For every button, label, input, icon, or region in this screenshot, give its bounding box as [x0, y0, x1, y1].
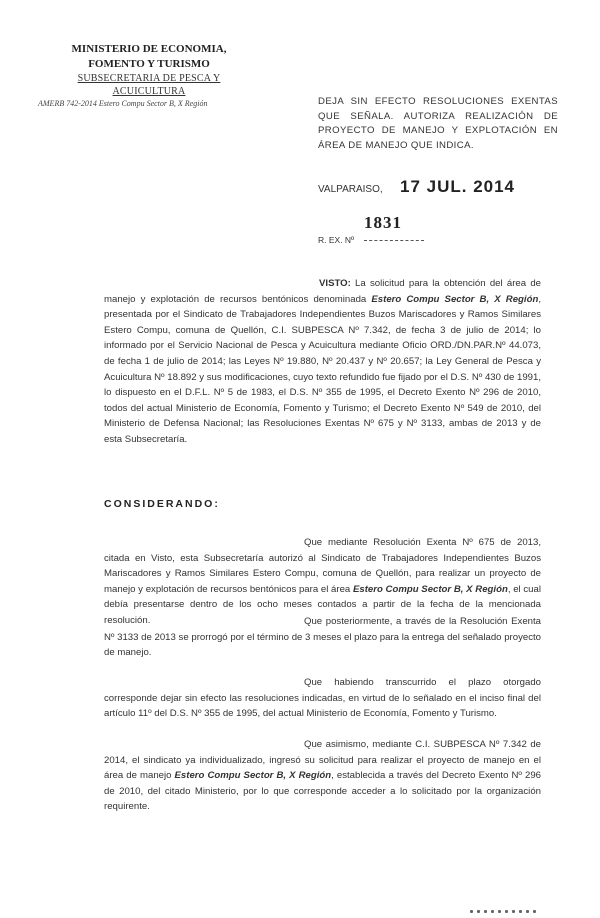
file-reference: AMERB 742-2014 Estero Compu Sector B, X Región: [38, 99, 208, 108]
considerando-paragraph-3: Que habiendo transcurrido el plazo otorgado corresponde dejar sin efecto las resoluciones indicadas, en virtud de lo señalado en el inciso final del artículo 11º del D.S. Nº 355 de 1995, del actual Ministerio de Economía, Fomento y Turismo.: [104, 677, 541, 720]
resolution-number-label: R. EX. Nº: [318, 235, 355, 245]
visto-paragraph: [104, 276, 541, 448]
undersecretariat-name: SUBSECRETARIA DE PESCA Y ACUICULTURA: [77, 73, 221, 97]
resolution-subject: DEJA SIN EFECTO RESOLUCIONES EXENTAS QUE SEÑALA. AUTORIZA REALIZACIÓN DE PROYECTO DE MANEJO Y EXPLOTACIÓN EN ÁREA DE MANEJO QUE INDICA.: [318, 96, 558, 151]
considerando-1-text-2: , el cual debía presentarse dentro de los ocho meses contados a partir de la fecha de la mencionada resolución.: [104, 583, 541, 626]
visto-label: VISTO:: [319, 278, 351, 289]
date-stamp: 17 JUL. 2014: [400, 177, 516, 196]
resolution-number: 1831: [364, 213, 402, 232]
place-label: VALPARAISO,: [318, 184, 383, 195]
resolution-number-underline: [364, 240, 424, 241]
considerando-4-text-1: Que asimismo, mediante C.I. SUBPESCA Nº 7.342 de 2014, el sindicato ya individualizado, ingresó su solicitud para realizar el proyecto de manejo en el área de manejo: [104, 739, 541, 782]
footer-marks: [470, 900, 570, 908]
ministry-name-line2: FOMENTO Y TURISMO: [88, 58, 210, 70]
visto-text-1: La solicitud para la obtención del área de manejo y explotación de recursos bentónicos denominada: [104, 278, 541, 305]
considerando-paragraph-2: Que posteriormente, a través de la Resolución Exenta Nº 3133 de 2013 se prorrogó por el término de 3 meses el plazo para la entrega del señalado proyecto de manejo.: [104, 616, 541, 659]
considerando-1-area-name: Estero Compu Sector B, X Región: [352, 583, 508, 595]
letterhead: [38, 42, 254, 110]
visto-text-2: , presentada por el Sindicato de Trabajadores Independientes Buzos Mariscadores y Ramos Similares Estero Compu, comuna de Quellón, C.I. SUBPESCA Nº 7.342, de fecha 3 de julio de 2014; lo informado por el Servicio Nacional de Pesca y Acuicultura mediante Oficio ORD./DN.PAR.Nº 44.073, de fecha 1 de julio de 2014; las Leyes Nº 19.880, Nº 20.437 y Nº 20.657; la Ley General de Pesca y Acuicultura Nº 18.892 y sus modificaciones, cuyo texto refundido fue fijado por el D.S. Nº 430 de 1991, lo dispuesto en el D.F.L. Nº 5 de 1983, el D.S. Nº 355 de 1995, el Decreto Exento Nº 296 de 2010, todos del actual Ministerio de Economía, Fomento y Turismo; el Decreto Exento Nº 549 de 2010, del Ministerio de Defensa Nacional; las Resoluciones Exentas Nº 675 y Nº 3133, ambas de 2013 y de esta Subsecretaría.: [104, 293, 541, 445]
visto-area-name: Estero Compu Sector B, X Región: [371, 293, 539, 305]
considerando-4-text-2: , establecida a través del Decreto Exento Nº 296 de 2010, del citado Ministerio, por lo que corresponde acceder a lo solicitado por la organización requirente.: [104, 770, 541, 813]
considerando-1-text-1: Que mediante Resolución Exenta Nº 675 de 2013, citada en Visto, esta Subsecretaría autorizó al Sindicato de Trabajadores Independientes Buzos Mariscadores y Ramos Similares Estero Compu, comuna de Quellón, para realizar un proyecto de manejo y explotación de recursos bentónicos para el área: [104, 537, 541, 595]
considerando-paragraph-4: [104, 737, 541, 815]
considerando-4-area-name: Estero Compu Sector B, X Región: [174, 770, 332, 782]
considerando-heading: CONSIDERANDO:: [104, 498, 220, 510]
ministry-name: MINISTERIO DE ECONOMIA,: [71, 43, 227, 55]
